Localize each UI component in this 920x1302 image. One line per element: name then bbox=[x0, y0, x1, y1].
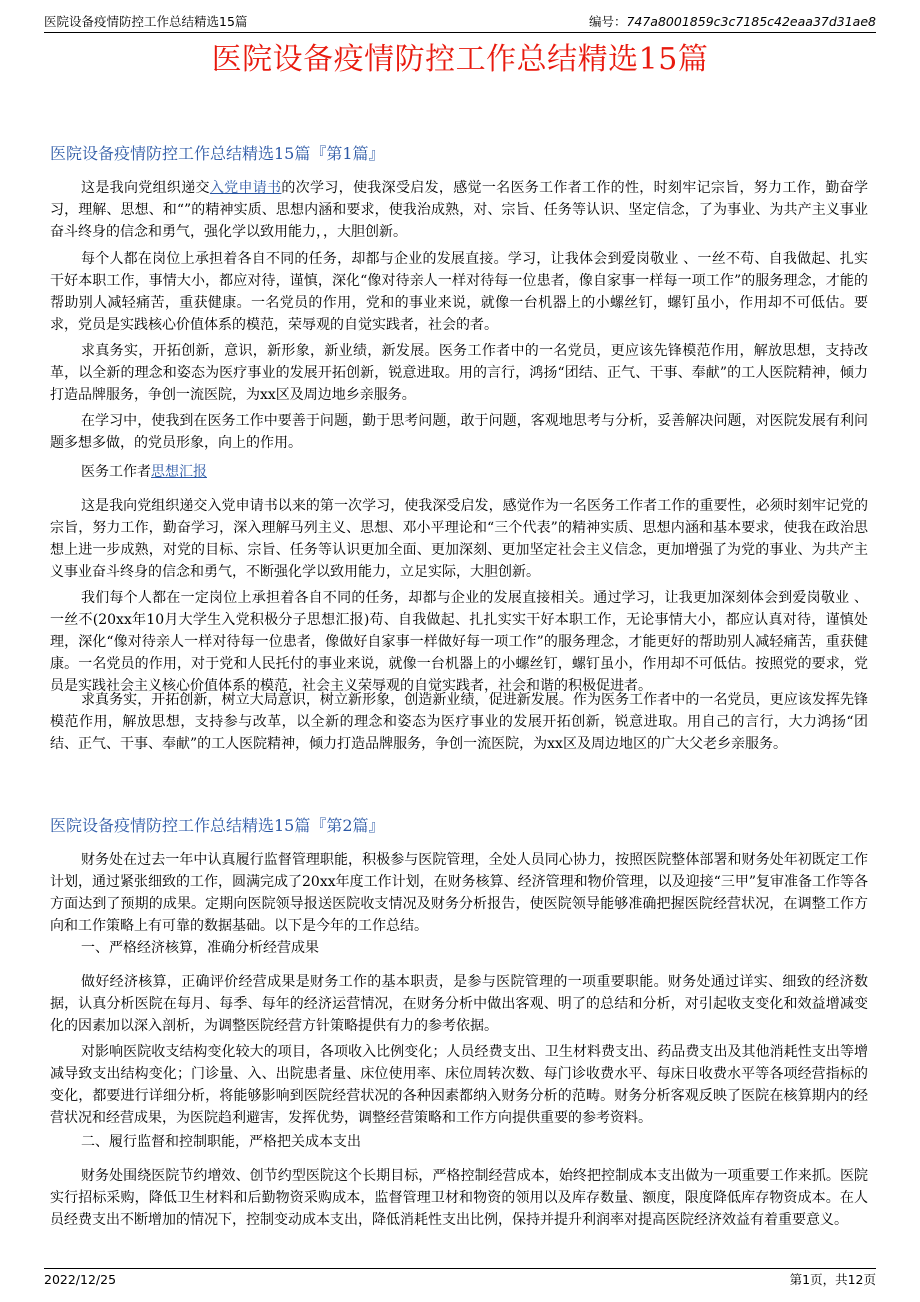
section-1-paragraph-5 bbox=[50, 461, 868, 483]
section-1-paragraph-1 bbox=[50, 177, 868, 243]
thought-report-link[interactable]: 思想汇报 bbox=[151, 464, 207, 480]
header-code-label: 编号： bbox=[588, 14, 627, 29]
section-1-paragraph-3: 求真务实，开拓创新，意识，新形象，新业绩，新发展。医务工作者中的一名党员，更应该先锋模范作用，解放思想，支持改革，以全新的理念和姿态为医疗事业的发展开拓创新，锐意进取。用的言行，鸿扬“团结、正气、干事、奉献”的工人医院精神，倾力打造品牌服务，争创一流医院，为xx区及周边地乡亲服务。 bbox=[50, 343, 868, 403]
section-2-subheading-2: 二、履行监督和控制职能，严格把关成本支出 bbox=[81, 1134, 361, 1150]
section-1-paragraph-2: 每个人都在岗位上承担着各自不同的任务，却都与企业的发展直接。学习，让我体会到爱岗敬业 、一丝不苟、自我做起、扎实干好本职工作，事情大小，都应对待，谨慎，深化“像对待亲人一样对待每一位患者，像自家事一样每一项工作”的服务理念，才能的帮助别人减轻痛苦，重获健康。一名党员的作用，党和的事业来说，就像一台机器上的小螺丝钉，螺钉虽小，作用却不可低估。要求，党员是实践核心价值体系的模范，荣辱观的自觉实践者，社会的者。 bbox=[50, 251, 868, 333]
section-2-paragraph-2: 做好经济核算，正确评价经营成果是财务工作的基本职责，是参与医院管理的一项重要职能。财务处通过详实、细致的经济数据，认真分析医院在每月、每季、每年的经济运营情况，在财务分析中做出客观、明了的总结和分析，对引起收支变化和效益增减变化的因素加以深入剖析，为调整医院经营方针策略提供有力的参考依据。 bbox=[50, 974, 868, 1034]
section-1-paragraph-4: 在学习中，使我到在医务工作中要善于问题，勤于思考问题，敢于问题，客观地思考与分析，妥善解决问题，对医院发展有利问题多想多做，的党员形象，向上的作用。 bbox=[50, 413, 868, 451]
page-header bbox=[44, 12, 876, 33]
s1p1-text-pre: 这是我向党组织递交 bbox=[81, 180, 210, 196]
section-1-paragraph-8: 求真务实，开拓创新，树立大局意识，树立新形象，创造新业绩，促进新发展。作为医务工作者中的一名党员，更应该发挥先锋模范作用，解放思想，支持参与改革，以全新的理念和姿态为医疗事业的发展开拓创新，锐意进取。用自己的言行，大力鸿扬“团结、正气、干事、奉献”的工人医院精神，倾力打造品牌服务，争创一流医院，为xx区及周边地区的广大父老乡亲服务。 bbox=[50, 692, 868, 752]
application-link[interactable]: 入党申请书 bbox=[209, 180, 282, 196]
document-title: 医院设备疫情防控工作总结精选15篇 bbox=[211, 42, 709, 77]
header-code-value: 747a8001859c3c7185c42eaa37d31ae8 bbox=[626, 14, 876, 29]
section-1-paragraph-6: 这是我向党组织递交入党申请书以来的第一次学习，使我深受启发，感觉作为一名医务工作者工作的重要性，必须时刻牢记党的宗旨，努力工作，勤奋学习，深入理解马列主义、思想、邓小平理论和“三个代表”的精神实质、思想内涵和基本要求，使我在政治思想上进一步成熟，对党的目标、宗旨、任务等认识更加全面、更加深刻、更加坚定社会主义信念，更加增强了为党的事业、为共产主义事业奋斗终身的信念和勇气，不断强化学以致用能力，立足实际，大胆创新。 bbox=[50, 498, 868, 580]
page-footer bbox=[44, 1268, 876, 1291]
section-2-paragraph-3: 对影响医院收支结构变化较大的项目，各项收入比例变化；人员经费支出、卫生材料费支出、药品费支出及其他消耗性支出等增减导致支出结构变化；门诊量、入、出院患者量、床位使用率、床位周转次数、每门诊收费水平、每床日收费水平等各项经营指标的变化，都要进行详细分析，将能够影响到医院经营状况的各种因素都纳入财务分析的范畴。财务分析客观反映了医院在核算期内的经营状况和经营成果，为医院趋利避害，发挥优势，调整经营策略和工作方向提供重要的参考资料。 bbox=[50, 1044, 868, 1126]
section-1-heading: 医院设备疫情防控工作总结精选15篇『第1篇』 bbox=[50, 144, 385, 163]
section-1-paragraph-7: 我们每个人都在一定岗位上承担着各自不同的任务，却都与企业的发展直接相关。通过学习，让我更加深刻体会到爱岗敬业 、一丝不(20xx年10月大学生入党积极分子思想汇报)苟、自我做起、扎扎实实干好本职工作，无论事情大小，都应认真对待，谨慎处理，深化“像对待亲人一样对待每一位患者，像做好自家事一样做好每一项工作”的服务理念，才能更好的帮助别人减轻痛苦，重获健康。一名党员的作用，对于党和人民托付的事业来说，就像一台机器上的小螺丝钉，螺钉虽小，作用却不可低估。按照党的要求，党员是实践社会主义核心价值体系的模范，社会主义荣辱观的自觉实践者，社会和谐的积极促进者。 bbox=[50, 590, 868, 694]
section-2-paragraph-4: 财务处围绕医院节约增效、创节约型医院这个长期目标，严格控制经营成本，始终把控制成本支出做为一项重要工作来抓。医院实行招标采购，降低卫生材料和后勤物资采购成本，监督管理卫材和物资的领用以及库存数量、额度，限度降低库存物资成本。在人员经费支出不断增加的情况下，控制变动成本支出，降低消耗性支出比例，保持并提升利润率对提高医院经济效益有着重要意义。 bbox=[50, 1168, 868, 1228]
s1p5-text-pre: 医务工作者 bbox=[81, 464, 151, 480]
s1p1-text-post: 的次学习，使我深受启发，感觉一名医务工作者工作的性，时刻牢记宗旨，努力工作，勤奋学习，理解、思想、和“”的精神实质、思想内涵和要求，使我治成熟，对、宗旨、任务等认识、坚定信念，了为事业、为共产主义事业奋斗终身的信念和勇气，强化学以致用能力，，大胆创新。 bbox=[50, 180, 869, 240]
footer-date: 2022/12/25 bbox=[44, 1272, 117, 1287]
header-doc-code bbox=[589, 12, 876, 32]
section-2-heading: 医院设备疫情防控工作总结精选15篇『第2篇』 bbox=[50, 816, 385, 835]
header-doc-name: 医院设备疫情防控工作总结精选15篇 bbox=[44, 14, 248, 29]
section-2-paragraph-1: 财务处在过去一年中认真履行监督管理职能，积极参与医院管理，全处人员同心协力，按照医院整体部署和财务处年初既定工作计划，通过紧张细致的工作，圆满完成了20xx年度工作计划，在财务核算、经济管理和物价管理，以及迎接“三甲”复审准备工作等各方面达到了预期的成果。定期向医院领导报送医院收支情况及财务分析报告，使医院领导能够准确把握医院经营状况，在调整工作方向和工作策略上有可靠的数据基础。以下是今年的工作总结。 bbox=[50, 852, 868, 934]
footer-page-info: 第1页，共12页 bbox=[789, 1272, 876, 1287]
section-2-subheading-1: 一、严格经济核算，准确分析经营成果 bbox=[81, 940, 319, 956]
